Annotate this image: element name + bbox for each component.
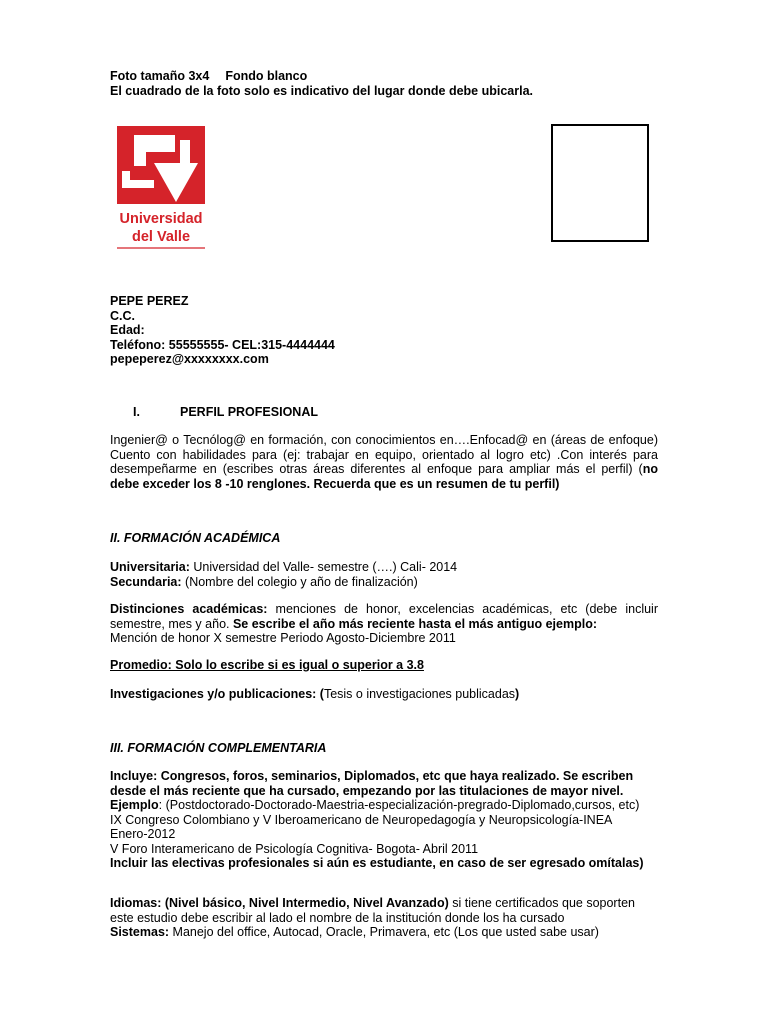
idiomas-label: Idiomas: (Nivel básico, Nivel Intermedio, Nivel Avanzado) — [110, 896, 449, 910]
dist-text: menciones de honor, excelencias académicas, etc (debe incluir semestre, mes y año. — [110, 602, 658, 631]
idiomas-sistemas-block — [110, 896, 660, 940]
example-item-1: IX Congreso Colombiano y V Iberoamericano de Neuropedagogía y Neuropsicología-INEA Enero-2012 — [110, 812, 612, 841]
inv-close: ) — [515, 687, 520, 701]
sistemas-label: Sistemas: — [110, 925, 170, 939]
sec-text: (Nombre del colegio y año de finalización) — [181, 574, 418, 589]
inv-label: Investigaciones y/o publicaciones: ( — [110, 687, 324, 701]
section-title: PERFIL PROFESIONAL — [180, 405, 318, 419]
perfil-text: Ingenier@ o Tecnólog@ en formación, con conocimientos en….Enfocad@ en (áreas de enfoque) Cuento con habilidades para (ej: trabajar en equipo, orientado al logro etc) .Con interés para desempeñarme en (escribes otras áreas diferentes al enfoque para ampliar más el perfil) ( — [110, 433, 658, 476]
ejemplo-label: Ejemplo — [110, 798, 159, 812]
candidate-name: PEPE PEREZ — [110, 294, 189, 308]
dist-note: Se escribe el año más reciente hasta el más antiguo ejemplo: — [232, 616, 598, 631]
uni-label: Universitaria: — [110, 560, 190, 574]
photo-size-text: Foto tamaño 3x4 — [110, 69, 210, 83]
complementaria-block — [110, 769, 660, 871]
inv-text: Tesis o investigaciones publicadas — [323, 687, 516, 701]
logo-line2: del Valle — [131, 229, 191, 245]
promedio-note: Promedio: Solo lo escribe si es igual o superior a 3.8 — [110, 658, 424, 672]
formacion-heading: II. FORMACIÓN ACADÉMICA — [110, 531, 281, 545]
section-perfil-heading — [133, 405, 318, 420]
investigaciones-line — [110, 687, 660, 702]
formacion-basic — [110, 560, 660, 589]
perfil-paragraph — [110, 433, 658, 491]
photo-note: El cuadrado de la foto solo es indicativo del lugar donde debe ubicarla. — [110, 83, 533, 98]
phone: Teléfono: 55555555- CEL:315-4444444 — [110, 337, 335, 352]
university-logo — [114, 126, 208, 250]
logo-line1: Universidad — [119, 211, 203, 227]
sistemas-text: Manejo del office, Autocad, Oracle, Primavera, etc (Los que usted sabe usar) — [169, 925, 599, 939]
ejemplo-text: : (Postdoctorado-Doctorado-Maestria-especialización-pregrado-Diplomado,cursos, etc) — [158, 798, 640, 812]
dist-example: Mención de honor X semestre Periodo Agosto-Diciembre 2011 — [110, 631, 456, 645]
idiomas-text: si tiene certificados que soporten este estudio debe escribir al lado el nombre de la institución donde los ha cursado — [110, 896, 635, 925]
section-number: I. — [133, 405, 140, 419]
electivas-note: Incluir las electivas profesionales si aún es estudiante, en caso de ser egresado omítalas) — [110, 856, 644, 870]
dist-label: Distinciones académicas: — [110, 602, 268, 616]
photo-placeholder-box — [551, 124, 649, 242]
id-number: C.C. — [110, 308, 135, 323]
uni-text: Universidad del Valle- semestre (….) Cali- 2014 — [189, 560, 458, 574]
photo-instructions — [110, 69, 660, 98]
sec-label: Secundaria: — [110, 574, 182, 589]
email: pepeperez@xxxxxxxx.com — [110, 352, 269, 366]
univalle-emblem-icon — [114, 126, 208, 250]
incluye-text: Incluye: Congresos, foros, seminarios, Diplomados, etc que haya realizado. Se escriben desde el más reciente que ha cursado, empezando por las titulaciones de mayor nivel. — [110, 769, 634, 798]
distinciones-block — [110, 602, 658, 646]
perfil-note: no debe exceder los 8 -10 renglones. Recuerda que es un resumen de tu perfil) — [110, 462, 658, 491]
complementaria-heading: III. FORMACIÓN COMPLEMENTARIA — [110, 741, 327, 755]
photo-background-text: Fondo blanco — [225, 69, 308, 83]
contact-block — [110, 294, 660, 367]
age: Edad: — [110, 323, 145, 337]
example-item-2: V Foro Interamericano de Psicología Cognitiva- Bogota- Abril 2011 — [110, 841, 479, 856]
